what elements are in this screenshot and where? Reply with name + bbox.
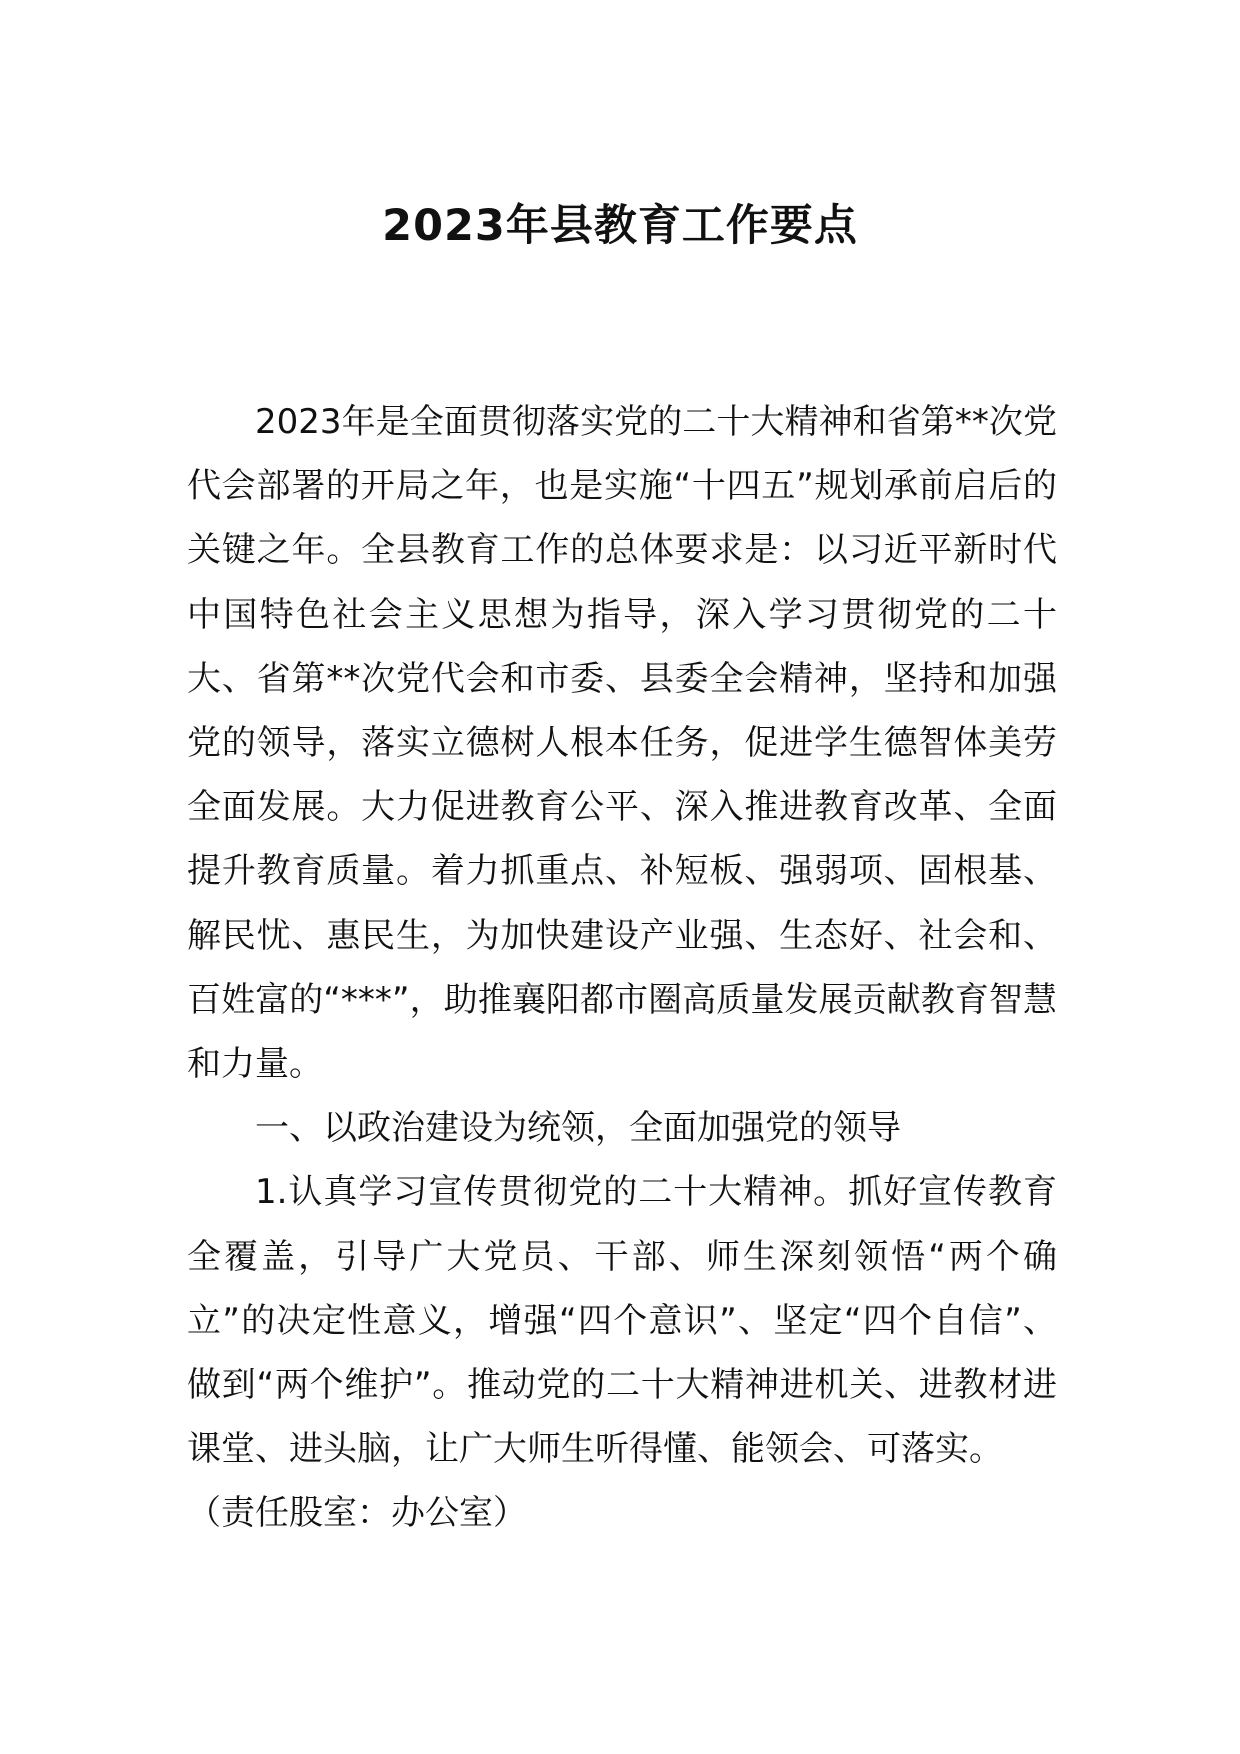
section-heading: 一、以政治建设为统领，全面加强党的领导 xyxy=(255,1108,901,1149)
intro-paragraph: 2023年是全面贯彻落实党的二十大精神和省第**次党代会部署的开局之年，也是实施“十四五”规划承前启后的关键之年。全县教育工作的总体要求是：以习近平新时代中国特色社会主义思想为指导，深入学习贯彻党的二十大、省第**次党代会和市委、县委全会精神，坚持和加强党的领导，落实立德树人根本任务，促进学生德智体美劳全面发展。大力促进教育公平、深入推进教育改革、全面提升教育质量。着力抓重点、补短板、强弱项、固根基、解民忧、惠民生，为加快建设产业强、生态好、社会和、百姓富的“***”，助推襄阳都市圈高质量发展贡献教育智慧和力量。 xyxy=(187,402,1057,1085)
item-paragraph: 1.认真学习宣传贯彻党的二十大精神。抓好宣传教育全覆盖，引导广大党员、干部、师生深刻领悟“两个确立”的决定性意义，增强“四个意识”、坚定“四个自信”、做到“两个维护”。推动党的二十大精神进机关、进教材进课堂、进头脑，让广大师生听得懂、能领会、可落实。 xyxy=(187,1172,1057,1470)
responsible-office-note: （责任股室：办公室） xyxy=(187,1493,527,1534)
document-title: 2023年县教育工作要点 xyxy=(382,201,858,251)
document-body xyxy=(187,390,1057,1546)
